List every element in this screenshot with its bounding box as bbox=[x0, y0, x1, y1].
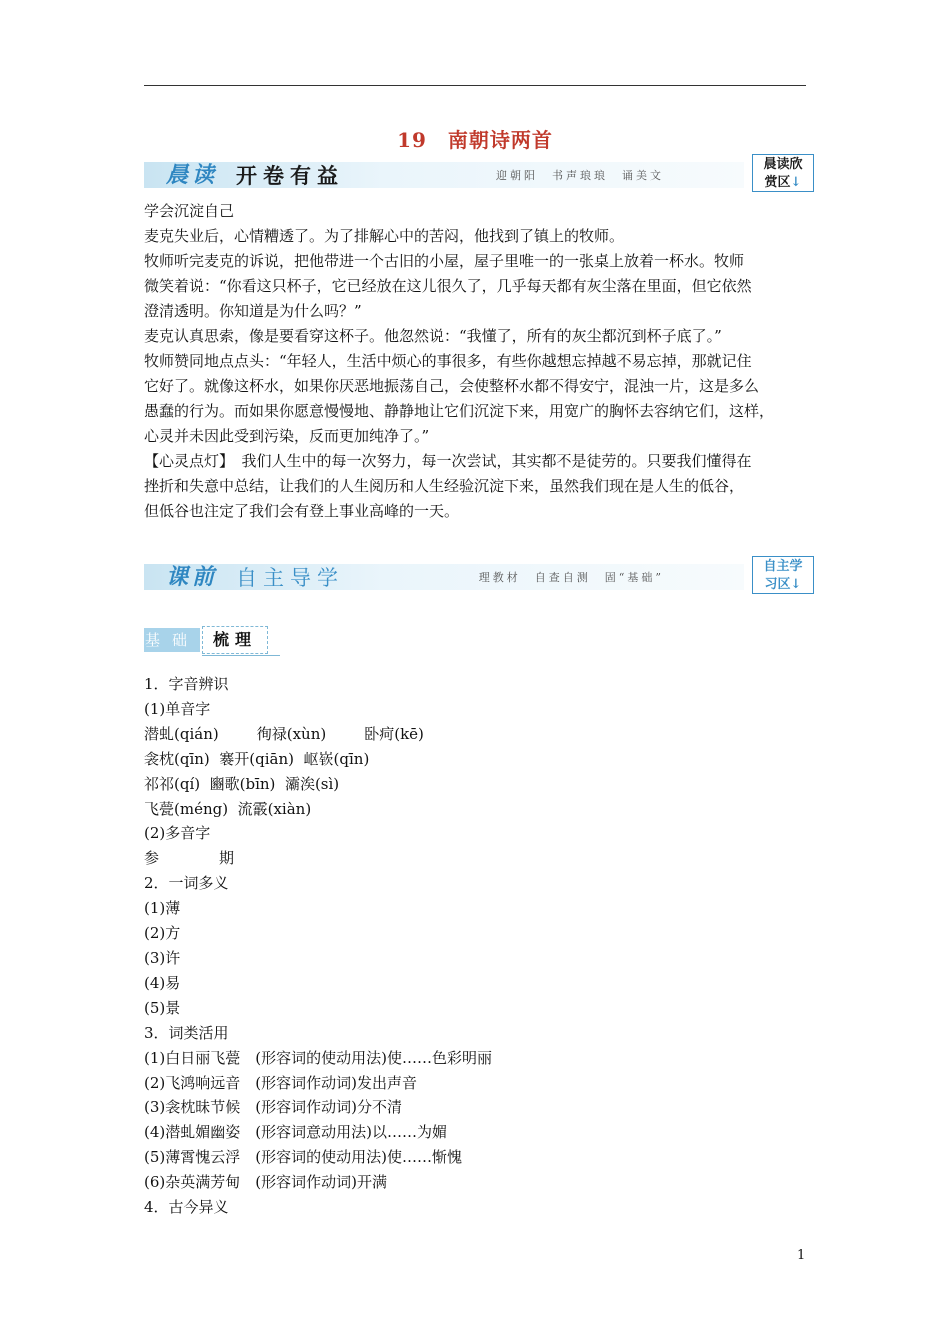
pinyin-entry: 潜虬(qián) bbox=[144, 724, 219, 743]
banner-zone-line1: 自主学 bbox=[763, 559, 803, 574]
polyphone-entry: 参 bbox=[144, 849, 160, 868]
section-underline bbox=[202, 655, 280, 656]
banner-zone-box bbox=[752, 154, 814, 192]
list-item: (3)许 bbox=[144, 948, 181, 967]
list-item: (2)飞鸿响远音 (形容词作动词)发出声音 bbox=[144, 1073, 417, 1092]
passage-line: 麦克失业后，心情糟透了。为了排解心中的苦闷，他找到了镇上的牧师。 bbox=[144, 227, 625, 245]
banner-motto: 理教材 自查自测 固“基础” bbox=[478, 571, 664, 584]
list-item: (3)衾枕昧节候 (形容词作动词)分不清 bbox=[144, 1098, 402, 1117]
list-item: 祁祁(qí) 豳歌(bīn) 灞涘(sì) bbox=[144, 774, 340, 793]
list-item: (1)白日丽飞甍 (形容词的使动用法)使……色彩明丽 bbox=[144, 1048, 492, 1067]
preview-study-banner bbox=[144, 556, 814, 596]
arrow-down-icon: ↓ bbox=[790, 175, 802, 190]
header-rule bbox=[144, 85, 806, 86]
banner-sub-label: 自主导学 bbox=[236, 566, 344, 590]
list-item: (2)方 bbox=[144, 924, 181, 943]
banner-big-label: 课前 bbox=[166, 564, 219, 590]
polyphone-entry: 期 bbox=[219, 849, 235, 868]
reading-passage bbox=[144, 199, 814, 524]
banner-motto: 迎朝阳 书声琅琅 诵美文 bbox=[496, 169, 664, 182]
banner-sub-label: 开卷有益 bbox=[236, 163, 344, 188]
passage-line: 【心灵点灯】 我们人生中的每一次努力，每一次尝试，其实都不是徒劳的。只要我们懂得在 bbox=[144, 452, 752, 470]
list-heading: 1．字音辨识 bbox=[144, 675, 229, 693]
list-item bbox=[144, 846, 814, 871]
list-subheading: (1)单音字 bbox=[144, 699, 211, 718]
banner-big-label: 晨读 bbox=[166, 162, 219, 188]
page-title: 19 南朝诗两首 bbox=[397, 128, 553, 152]
list-item: (5)景 bbox=[144, 998, 181, 1017]
banner-zone-line2: 习区 bbox=[764, 577, 791, 592]
passage-line: 微笑着说：“你看这只杯子，它已经放在这儿很久了，几乎每天都有灰尘落在里面，但它依然 bbox=[144, 277, 752, 295]
list-heading: 4．古今异义 bbox=[144, 1198, 229, 1217]
section-label bbox=[144, 626, 284, 656]
passage-line: 心灵并未因此受到污染，反而更加纯净了。” bbox=[144, 427, 430, 445]
section-part2: 梳理 bbox=[202, 626, 268, 654]
passage-heading: 学会沉淀自己 bbox=[144, 202, 235, 220]
page-number: 1 bbox=[797, 1248, 806, 1263]
banner-zone-line1: 晨读欣 bbox=[763, 157, 803, 172]
list-item: (4)易 bbox=[144, 973, 181, 992]
list-item: (1)薄 bbox=[144, 899, 181, 918]
pinyin-entry: 卧疴(kē) bbox=[364, 724, 424, 743]
pinyin-entry: 徇禄(xùn) bbox=[256, 724, 327, 743]
list-item: (6)杂英满芳甸 (形容词作动词)开满 bbox=[144, 1173, 387, 1192]
passage-line: 澄清透明。你知道是为什么吗？” bbox=[144, 302, 362, 320]
passage-line: 麦克认真思索，像是要看穿这杯子。他忽然说：“我懂了，所有的灰尘都沉到杯子底了。” bbox=[144, 327, 722, 345]
passage-line: 愚蠢的行为。而如果你愿意慢慢地、静静地让它们沉淀下来，用宽广的胸怀去容纳它们，这样， bbox=[144, 402, 775, 420]
passage-line: 它好了。就像这杯水，如果你厌恶地振荡自己，会使整杯水都不得安宁，混浊一片，这是多么 bbox=[144, 377, 760, 395]
passage-line: 牧师赞同地点点头：“年轻人，生活中烦心的事很多，有些你越想忘掉越不易忘掉，那就记住 bbox=[144, 352, 752, 370]
list-item: (4)潜虬媚幽姿 (形容词意动用法)以……为媚 bbox=[144, 1123, 447, 1142]
banner-zone-line2: 赏区 bbox=[764, 175, 791, 190]
passage-line: 牧师听完麦克的诉说，把他带进一个古旧的小屋，屋子里唯一的一张桌上放着一杯水。牧师 bbox=[144, 252, 745, 270]
arrow-down-icon: ↓ bbox=[790, 577, 802, 592]
morning-reading-banner bbox=[144, 154, 814, 194]
list-heading: 3．词类活用 bbox=[144, 1023, 229, 1042]
list-item: (5)薄霄愧云浮 (形容词的使动用法)使……惭愧 bbox=[144, 1148, 462, 1167]
list-heading: 2．一词多义 bbox=[144, 874, 229, 893]
exercise-list bbox=[144, 672, 814, 1220]
passage-line: 挫折和失意中总结，让我们的人生阅历和人生经验沉淀下来，虽然我们现在是人生的低谷， bbox=[144, 477, 745, 495]
passage-line: 但低谷也注定了我们会有登上事业高峰的一天。 bbox=[144, 502, 460, 520]
list-subheading: (2)多音字 bbox=[144, 824, 211, 843]
list-item: 衾枕(qīn) 褰开(qiān) 岖嵚(qīn) bbox=[144, 749, 370, 768]
list-item: 飞甍(méng) 流霰(xiàn) bbox=[144, 799, 312, 818]
list-item bbox=[144, 722, 814, 747]
banner-zone-box bbox=[752, 556, 814, 594]
section-part1: 基础 bbox=[144, 628, 200, 652]
